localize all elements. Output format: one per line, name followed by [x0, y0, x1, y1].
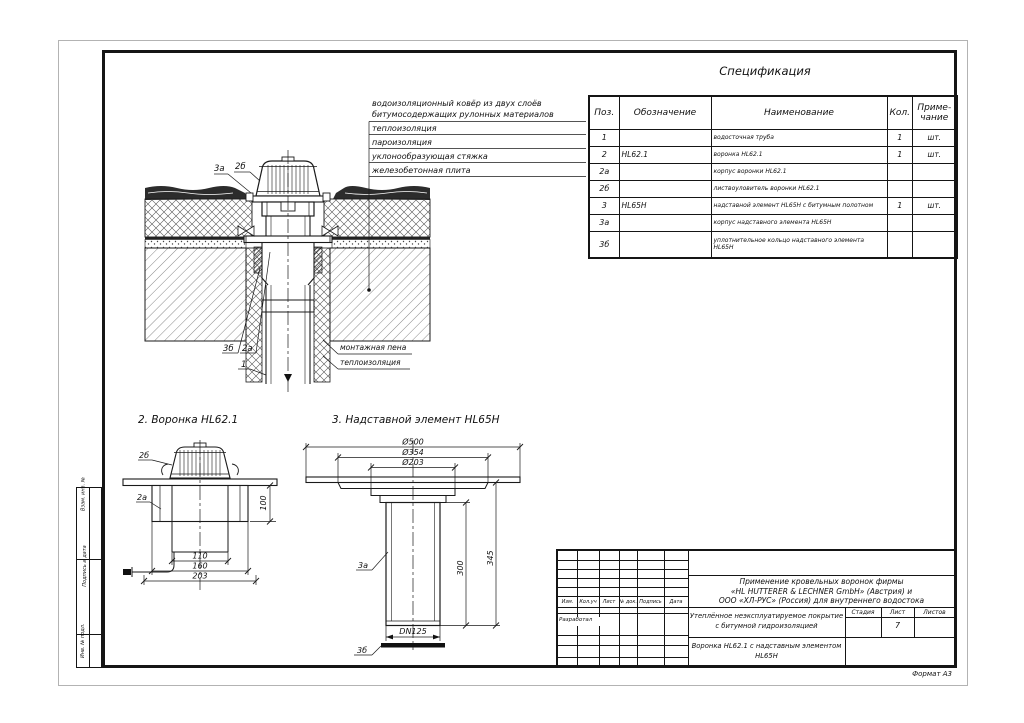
label-2b: 2б [235, 162, 246, 172]
dim-d354: Ø354 [402, 448, 424, 457]
spec-title: Спецификация [719, 64, 811, 78]
label-1: 1 [241, 360, 247, 370]
dim-345: 345 [486, 550, 495, 566]
label-2a: 2а [242, 344, 253, 354]
layer-callout-1a: водоизоляционный ковёр из двух слоёв [372, 99, 542, 108]
tb-col-list: Лист [602, 599, 616, 605]
dim-d500: Ø500 [402, 437, 424, 447]
tb-object-name: Утеплённое неэксплуатируемое покрытие с битумной гидроизоляцией [689, 612, 844, 630]
layer-callout-5: железобетонная плита [372, 166, 471, 175]
label-3a: 3а [214, 164, 225, 174]
tb-stage-label: Стадия [851, 609, 875, 616]
tb-col-izm: Изм. [561, 599, 574, 605]
detail3-label-3a: 3а [358, 561, 368, 570]
foam-callout: монтажная пена [340, 343, 407, 352]
tb-sheets-label: Листов [923, 609, 946, 616]
spec-row: 3 HL65H надставной элемент HL65H с битумным полотном 1 шт. [589, 197, 957, 214]
tb-col-data: Дата [669, 599, 683, 605]
spec-row: 2б листвоуловитель воронки HL62.1 [589, 180, 957, 197]
spec-col-note: Приме- чание [913, 96, 957, 129]
spec-table [588, 95, 958, 259]
stamp-podpis-data: Подпись и дата [76, 559, 102, 635]
detail2-title: 2. Воронка HL62.1 [138, 414, 239, 426]
spec-row: 1 водосточная труба 1 шт. [589, 129, 957, 146]
spec-row: 2 HL62.1 воронка HL62.1 1 шт. [589, 146, 957, 163]
dim-300: 300 [456, 560, 465, 576]
stamp-vzam-inv: Взам. инв. № [76, 487, 102, 560]
format-label: Формат А3 [912, 670, 952, 678]
spec-header-row [589, 96, 957, 129]
stamp-inv-podl: Инв. № подл. [76, 634, 102, 668]
dim-160: 160 [192, 561, 208, 571]
tb-developed: Разработал [559, 617, 609, 626]
title-block [556, 549, 957, 668]
label-3b: 3б [223, 344, 234, 354]
detail3-label-3b: 3б [356, 646, 368, 655]
dim-dn125: DN125 [399, 627, 427, 636]
detail2-label-2a: 2а [137, 493, 147, 502]
tb-col-ndok: № док. [619, 599, 637, 605]
detail3-title: 3. Надставной элемент HL65H [332, 414, 500, 426]
dim-203: 203 [192, 571, 208, 581]
tb-col-podpis: Подпись [639, 599, 662, 605]
dim-110: 110 [192, 551, 208, 561]
spec-col-qty: Кол. [887, 96, 913, 129]
spec-col-pos: Поз. [589, 96, 619, 129]
dim-d203: Ø203 [402, 458, 424, 467]
spec-col-code: Обозначение [619, 96, 711, 129]
tb-drawing-name: Воронка HL62.1 с надставным элементом HL65H [691, 642, 842, 660]
tb-col-koluch: Кол.уч [579, 599, 597, 605]
tb-sheet-label: Лист [889, 609, 906, 616]
insulation-callout: теплоизоляция [340, 358, 401, 367]
layer-callout-1b: битумосодержащих рулонных материалов [372, 110, 554, 119]
detail2-label-2b: 2б [138, 451, 150, 460]
dim-100: 100 [259, 495, 268, 511]
spec-row: 3б уплотнительное кольцо надставного элемента HL65H [589, 231, 957, 258]
spec-row: 3а корпус надставного элемента HL65H [589, 214, 957, 231]
layer-callout-4: уклонообразующая стяжка [372, 152, 488, 161]
tb-sheet-number: 7 [894, 621, 901, 630]
spec-row: 2а корпус воронки HL62.1 [589, 163, 957, 180]
spec-col-name: Наименование [711, 96, 887, 129]
layer-callout-2: теплоизоляция [372, 124, 437, 133]
tb-project-title: Применение кровельных воронок фирмы «HL HUTTERER & LECHNER GmbH» (Австрия) и ООО «ХЛ-РУС» (Россия) для внутреннего водостока [718, 577, 925, 605]
layer-callout-3: пароизоляция [372, 138, 432, 147]
